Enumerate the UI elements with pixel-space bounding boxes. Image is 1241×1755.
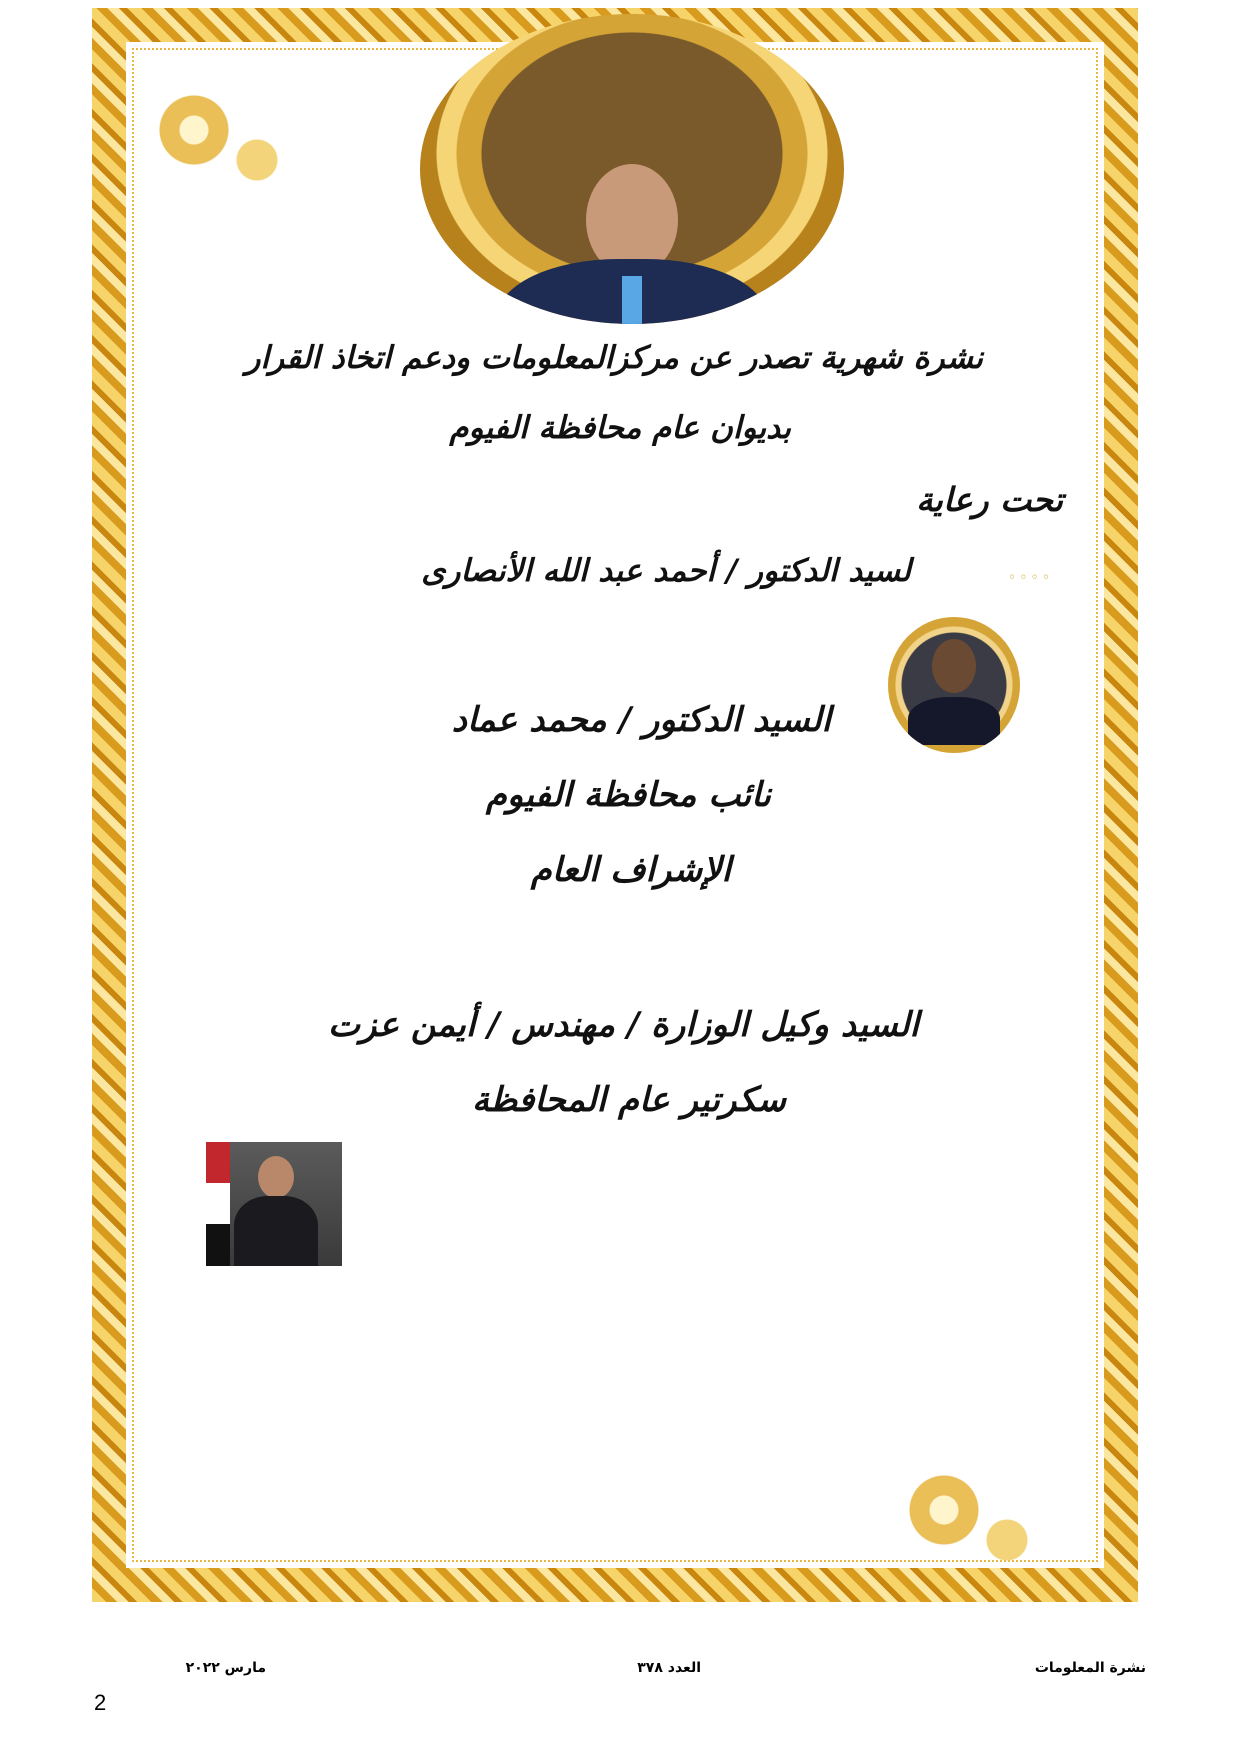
- secretary-photo: [206, 1142, 342, 1266]
- secretary-photo-body: [234, 1196, 318, 1266]
- page-number: 2: [94, 1690, 107, 1715]
- header-line-1: نشرة شهرية تصدر عن مركزالمعلومات ودعم اتخاذ القرار: [245, 340, 983, 376]
- secretary-photo-head: [258, 1156, 294, 1198]
- governor-portrait-tie: [622, 276, 642, 324]
- patronage-label: تحت رعاية: [916, 480, 1063, 519]
- footer-issue: العدد ٣٧٨: [637, 1660, 701, 1676]
- deputy-title: نائب محافظة الفيوم: [485, 775, 771, 815]
- deputy-portrait: [888, 617, 1020, 753]
- governor-name: لسيد الدكتور / أحمد عبد الله الأنصارى: [421, 553, 911, 589]
- secretary-name: السيد وكيل الوزارة / مهندس / أيمن عزت: [327, 1005, 919, 1045]
- secretary-title: سكرتير عام المحافظة: [471, 1080, 786, 1120]
- governor-portrait-medallion: [420, 14, 844, 324]
- deputy-name: السيد الدكتور / محمد عماد: [451, 700, 831, 740]
- deputy-portrait-head: [932, 639, 976, 693]
- ornament-dots: ◦◦◦◦: [1008, 570, 1054, 586]
- egypt-flag-icon: [206, 1142, 230, 1266]
- header-line-2: بديوان عام محافظة الفيوم: [449, 410, 791, 446]
- footer-publication: نشرة المعلومات: [1034, 1660, 1146, 1676]
- deputy-role: الإشراف العام: [530, 850, 731, 890]
- footer-date: مارس ٢٠٢٢: [185, 1660, 266, 1676]
- deputy-portrait-body: [908, 697, 1000, 745]
